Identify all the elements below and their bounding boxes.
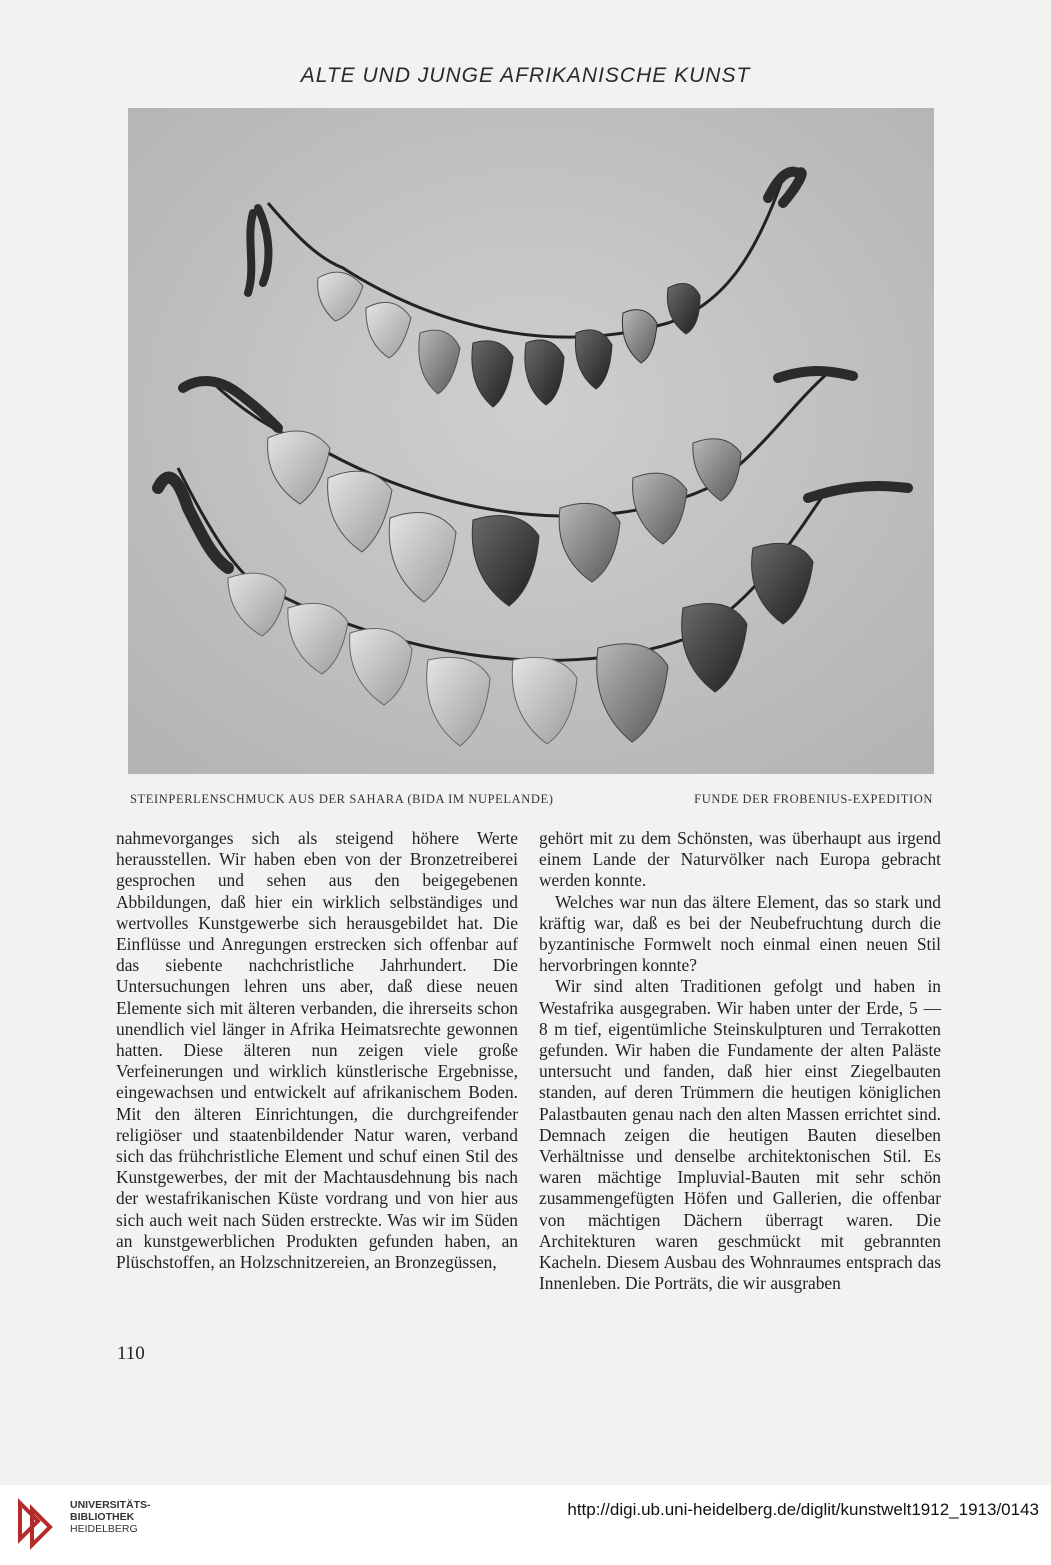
running-title: ALTE UND JUNGE AFRIKANISCHE KUNST bbox=[300, 64, 751, 87]
library-name bbox=[70, 1499, 151, 1535]
library-name-line-3: HEIDELBERG bbox=[70, 1523, 138, 1535]
text-column-right bbox=[539, 828, 941, 1294]
library-name-line-1: UNIVERSITÄTS- bbox=[70, 1499, 151, 1511]
text-column-left bbox=[116, 828, 518, 1273]
source-url-link[interactable]: http://digi.ub.uni-heidelberg.de/diglit/kunstwelt1912_1913/0143 bbox=[567, 1500, 1039, 1519]
figure-caption-credit: FUNDE DER FROBENIUS-EXPEDITION bbox=[694, 792, 933, 806]
paragraph: nahmevorganges sich als steigend höhere Werte herausstellen. Wir haben eben von der Bronzetreiberei gesprochen und sehen aus den beigegebenen Abbildungen, daß hier ein wirklich selbständiges und wertvolles Kunstgewerbe sich herausgebildet hat. Die Einflüsse und Anregungen erstrecken sich offenbar auf das siebente nachchristliche Jahrhundert. Die Untersuchungen lehren uns aber, daß diese neuen Elemente sich mit älteren verbanden, die ihrerseits schon unendlich viel länger in Afrika Heimatsrechte gewonnen hatten. Diese älteren nun zeigen viele große Verfeinerungen und wirklich künstlerische Ergebnisse, eingewachsen und entwickelt auf afrikanischem Boden. Mit den älteren Einrichtungen, die durchgreifender religiöser und staatenbildender Natur waren, verband sich das frühchristliche Element und schuf einen Stil des Kunstgewerbes, der mit der Machtausdehnung bis nach der westafrikanischen Küste vordrang und von hier aus sich auch weit nach Süden erstreckte. Was wir im Süden an kunstgewerblichen Produkten gefunden haben, an Plüschstoffen, an Holzschnitzereien, an Bronzegüssen, bbox=[116, 828, 518, 1273]
university-library-logo-icon bbox=[14, 1495, 62, 1553]
page-number: 110 bbox=[117, 1343, 145, 1364]
paragraph: Welches war nun das ältere Element, das so stark und kräftig war, daß es bei der Neubefruchtung durch die byzantinische Formwelt noch einmal einen neuen Stil hervorbringen konnte? bbox=[539, 891, 941, 976]
library-name-line-2: BIBLIOTHEK bbox=[70, 1511, 135, 1523]
paragraph: gehört mit zu dem Schönsten, was überhaupt aus irgend einem Lande der Naturvölker nach Europa gebracht werden konnte. bbox=[539, 828, 941, 891]
stone-bead-necklaces-image bbox=[128, 108, 934, 774]
paragraph: Wir sind alten Traditionen gefolgt und haben in Westafrika ausgegraben. Wir haben unter der Erde, 5 — 8 m tief, eigentümliche Steinskulpturen und Terrakotten gefunden. Wir haben die Fundamente der alten Paläste untersucht und fanden, daß hier einst Ziegelbauten standen, auf deren Trümmern die heutigen königlichen Palastbauten genau nach den alten Massen errichtet sind. Demnach zeigen die heutigen Bauten dieselben Verhältnisse und denselbe architektonischen Stil. Es waren mächtige Impluvial-Bauten mit sehr schön zusammengefügten Höfen und Gallerien, die offenbar von mächtigen Dächern überragt waren. Die Architekturen waren geschmückt mit gebrannten Kacheln. Diesem Ausbau des Wohnraumes entsprach das Innenleben. Die Porträts, die wir ausgraben bbox=[539, 976, 941, 1294]
necklace-photograph bbox=[128, 108, 934, 774]
figure-caption-title: STEINPERLENSCHMUCK AUS DER SAHARA (BIDA IM NUPELANDE) bbox=[130, 792, 554, 806]
library-footer bbox=[0, 1485, 1051, 1565]
